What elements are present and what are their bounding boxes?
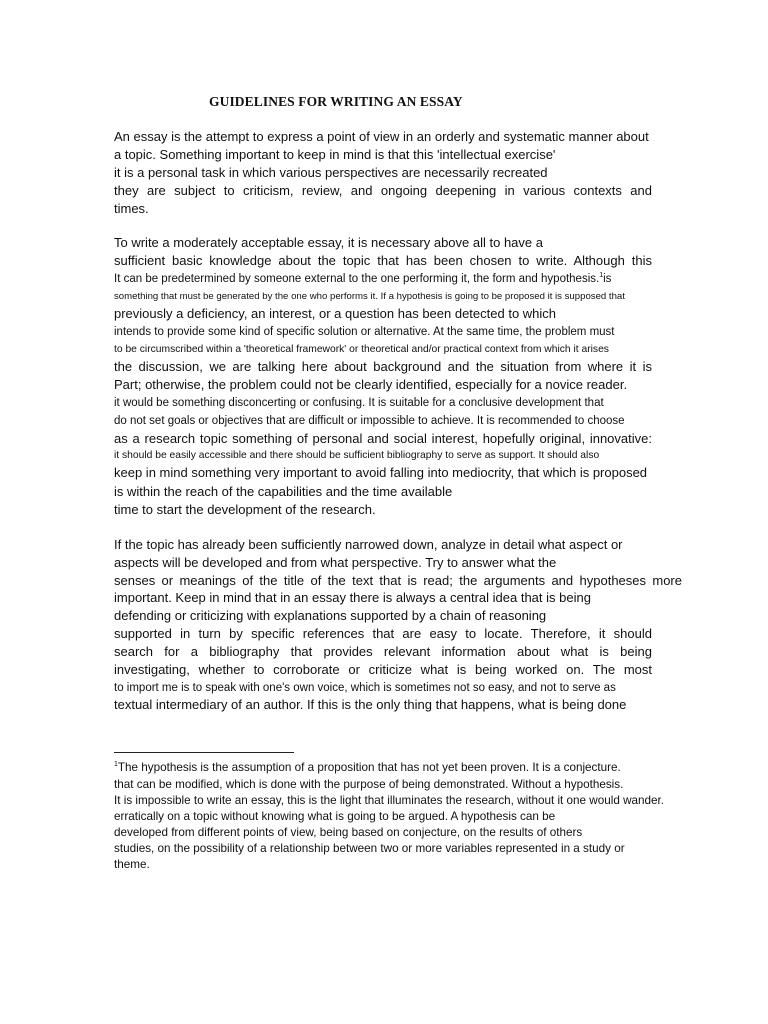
para2-line-5: previously a deficiency, an interest, or a question has been detected to which: [114, 306, 557, 321]
para1-line-4: they are subject to criticism, review, and ongoing deepening in various contexts and: [114, 183, 652, 198]
para3-line-2: aspects will be developed and from what perspective. Try to answer what the: [114, 555, 557, 570]
footnote-line-3: It is impossible to write an essay, this is the light that illuminates the research, without it one would wander.: [114, 794, 665, 807]
footnote-reference[interactable]: 1: [599, 272, 604, 279]
para2-line-4: something that must be generated by the one who performs it. If a hypothesis is going to be proposed it is supposed that: [114, 291, 625, 302]
para2-line-3: [114, 271, 611, 287]
para3-line-10: textual intermediary of an author. If this is the only thing that happens, what is being done: [114, 697, 627, 712]
para3-line-1: If the topic has already been sufficiently narrowed down, analyze in detail what aspect or: [114, 537, 623, 552]
para2-line-14: keep in mind something very important to avoid falling into mediocrity, that which is proposed: [114, 465, 648, 480]
para2-line-13: it should be easily accessible and there should be sufficient bibliography to serve as support. It should also: [114, 450, 600, 461]
footnote-line-2: that can be modified, which is done with the purpose of being demonstrated. Without a hypothesis.: [114, 778, 624, 791]
para2-line-6: intends to provide some kind of specific solution or alternative. At the same time, the problem must: [114, 326, 615, 338]
para2-line-15: is within the reach of the capabilities and the time available: [114, 484, 453, 499]
para3-line-4: important. Keep in mind that in an essay there is always a central idea that is being: [114, 590, 591, 605]
para2-line-1: To write a moderately acceptable essay, it is necessary above all to have a: [114, 235, 543, 250]
para2-line-11: do not set goals or objectives that are difficult or impossible to achieve. It is recommended to choose: [114, 415, 625, 427]
para3-line-8: investigating, whether to corroborate or criticize what is being worked on. The most: [114, 662, 652, 677]
para1-line-3: it is a personal task in which various perspectives are necessarily recreated: [114, 165, 548, 180]
para3-line-9: to import me is to speak with one's own voice, which is sometimes not so easy, and not to serve as: [114, 682, 616, 694]
footnote-line-7: theme.: [114, 858, 150, 871]
para1-line-5: times.: [114, 201, 149, 216]
para2-line-7: to be circumscribed within a 'theoretical framework' or theoretical and/or practical context from which it arises: [114, 344, 609, 355]
para1-line-2: a topic. Something important to keep in mind is that this 'intellectual exercise': [114, 147, 556, 162]
para2-line-16: time to start the development of the research.: [114, 502, 376, 517]
para2-line-10: it would be something disconcerting or confusing. It is suitable for a conclusive development that: [114, 397, 604, 409]
para2-line-2: sufficient basic knowledge about the topic that has been chosen to write. Although this: [114, 253, 652, 268]
para3-line-6: supported in turn by specific references that are easy to locate. Therefore, it should: [114, 626, 652, 641]
para2-line-12: as a research topic something of personal and social interest, hopefully original, innovative:: [114, 431, 652, 446]
footnote-line-4: erratically on a topic without knowing what is going to be argued. A hypothesis can be: [114, 810, 556, 823]
footnote-line-6: studies, on the possibility of a relationship between two or more variables represented in a study or: [114, 842, 625, 855]
para3-line-3: senses or meanings of the title of the text that is read; the arguments and hypotheses more: [114, 573, 682, 588]
footnote-line-5: developed from different points of view, being based on conjecture, on the results of others: [114, 826, 583, 839]
footnote-marker: 1: [114, 761, 118, 768]
page-title: GUIDELINES FOR WRITING AN ESSAY: [209, 94, 463, 109]
para3-line-7: search for a bibliography that provides relevant information about what is being: [114, 644, 652, 659]
footnote-line-1: [114, 760, 621, 776]
para2-line-3-text: It can be predetermined by someone external to the one performing it, the form and hypothesis.: [114, 273, 600, 285]
para2-line-9: Part; otherwise, the problem could not be clearly identified, especially for a novice reader.: [114, 377, 628, 392]
para2-line-3-end: is: [603, 273, 612, 285]
para2-line-8: the discussion, we are talking here about background and the situation from where it is: [114, 359, 652, 374]
para1-line-1: An essay is the attempt to express a point of view in an orderly and systematic manner about: [114, 129, 649, 144]
footnote-line-1-text: The hypothesis is the assumption of a proposition that has not yet been proven. It is a conjecture.: [117, 761, 621, 774]
para3-line-5: defending or criticizing with explanations supported by a chain of reasoning: [114, 608, 547, 623]
footnote-separator: [114, 752, 294, 753]
